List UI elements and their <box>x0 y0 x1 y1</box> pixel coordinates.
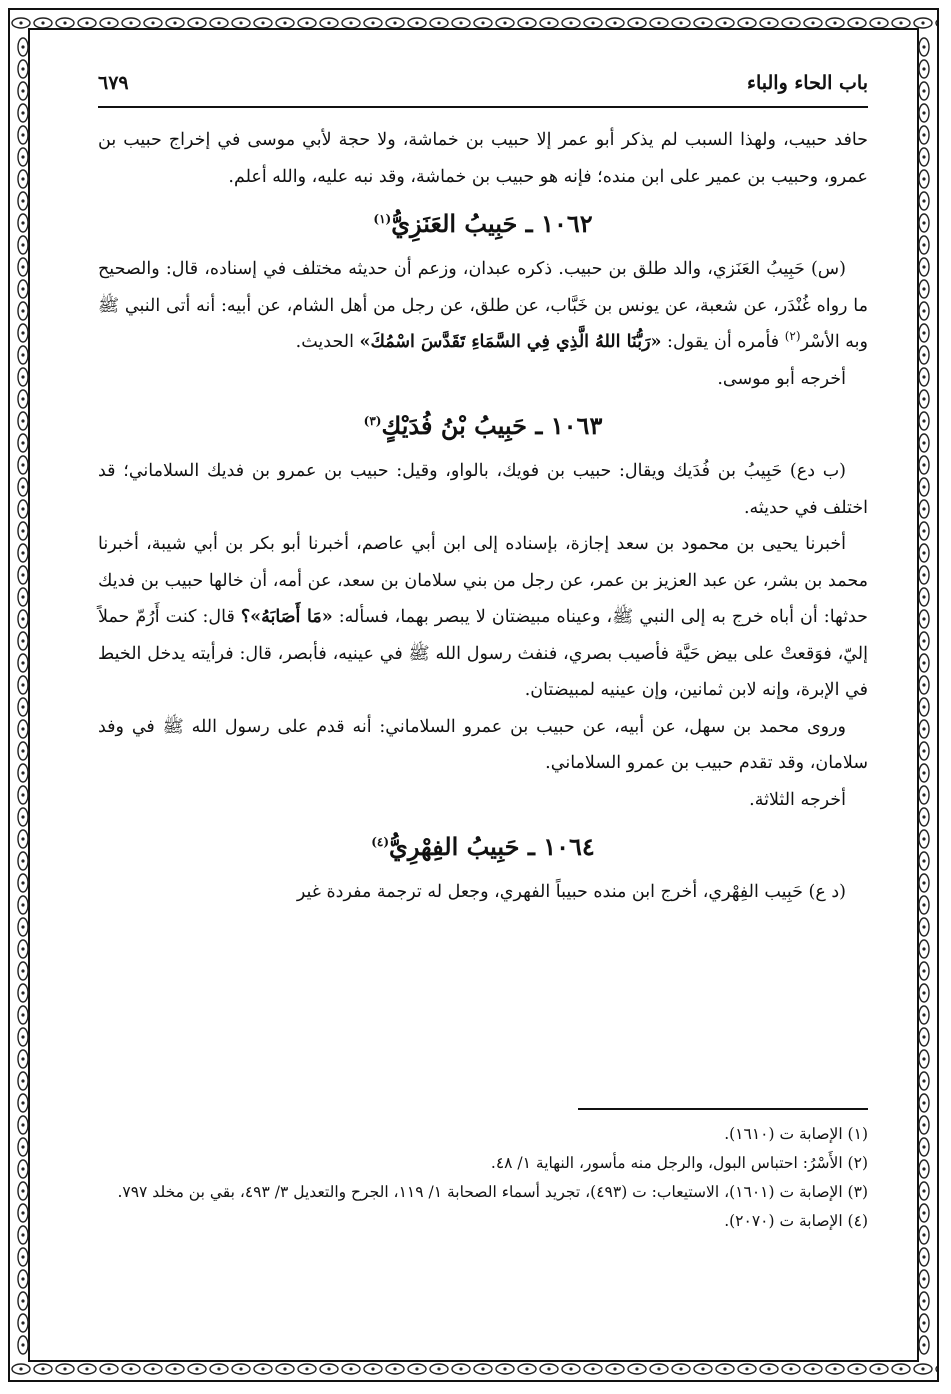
entry-1063-paragraph-1: (ب دع) حَبِيبُ بن فُدَيك ويقال: حبيب بن فويك، بالواو، وقيل: حبيب بن عمرو بن فديك السلاماني؛ قد اختلف في حديثه. <box>98 461 868 518</box>
footnote-ref: (٢) <box>784 329 801 344</box>
entry-number: ١٠٦٢ <box>541 209 593 238</box>
entry-heading-1062 <box>98 201 868 247</box>
intro-paragraph: حافد حبيب، ولهذا السبب لم يذكر أبو عمر إلا حبيب بن خماشة، ولا حجة لأبي موسى في إخراج حبيب بن عمرو، وحبيب بن عمير على ابن منده؛ فإنه هو حبيب بن خماشة، وقد نبه عليه، والله أعلم. <box>98 130 868 187</box>
hadith-quote: «رَبُّنَا اللهُ الَّذِي فِي السَّمَاءِ تَقَدَّسَ اسْمُكَ» <box>359 332 662 352</box>
footnote-rule <box>578 1108 868 1110</box>
entry-1063-paragraph-3: وروى محمد بن سهل، عن أبيه، عن حبيب بن عمرو السلاماني: أنه قدم على رسول الله ﷺ في وفد سلامان، وقد تقدم حبيب بن عمرو السلاماني. <box>98 716 868 773</box>
footnote-list <box>98 1120 868 1236</box>
footnote-item: (٢) الأَسْرُ: احتباس البول، والرجل منه مأسور، النهاية ١/ ٤٨. <box>490 1154 868 1172</box>
ornament-band-top <box>10 10 937 36</box>
page-number: ٦٧٩ <box>98 72 129 94</box>
entry-1062-text: (س) حَبِيبُ العَنَزي، والد طلق بن حبيب. ذكره عبدان، وزعم أن حديثه مختلف في إسناده، قال: والصحيح ما رواه غُنْدَر، عن شعبة، عن يونس بن خَبَّاب، عن طلق، عن رجل من أهل الشام، عن أبيه: أنه أتى النبي ﷺ وبه الأسْر <box>98 259 868 352</box>
entry-1062-text-c: الحديث. <box>295 332 354 352</box>
footnote-item: (٣) الإصابة ت (١٦٠١)، الاستيعاب: ت (٤٩٣)، تجريد أسماء الصحابة ١/ ١١٩، الجرح والتعديل ٣/ ٤٩٣، بقي بن مخلد ٧٩٧. <box>117 1183 868 1201</box>
running-header <box>98 72 868 102</box>
header-rule <box>98 106 868 108</box>
entry-1063-text-b: قال: كنت أَرُمّ حملاً إليّ، فوَقعتْ على بيض حَيَّة فأصيب بصري، فنفث رسول الله ﷺ في عينيه، فأبصر، قال: فرأيته يدخل الخيط في الإبرة، وإنه لابن ثمانين، وإن عينيه لمبيضتان. <box>98 607 868 700</box>
entry-1063-text-a: أخبرنا يحيى بن محمود بن سعد إجازة، بإسناده إلى ابن أبي عاصم، أخبرنا أبو بكر بن أبي شيبة، أخبرنا محمد بن بشر، عن عبد العزيز بن عمر، عن رجل من بني سلامان بن سعد، عن أمه، أن خالها حبيب بن فديك حدثها: أن أباه خرج به إلى النبي ﷺ، وعيناه مبيضتان لا يبصر بهما، فسأله: <box>98 534 868 627</box>
footnote-item: (١) الإصابة ت (١٦١٠). <box>724 1125 868 1143</box>
ornament-band-left <box>10 36 36 1356</box>
entry-separator: ـ <box>535 411 543 440</box>
footnote-ref: (٣) <box>363 414 382 428</box>
entry-heading-1064 <box>98 824 868 870</box>
entry-name: حَبِيبُ بْنُ فُدَيْكٍ <box>381 411 528 440</box>
entry-1062-attribution: أخرجه أبو موسى. <box>717 368 846 389</box>
main-text <box>98 122 868 911</box>
ornament-band-right <box>911 36 937 1356</box>
running-title: باب الحاء والباء <box>747 72 868 94</box>
footnote-ref: (٤) <box>371 835 390 849</box>
entry-1062-text-b: فأمره أن يقول: <box>667 332 780 352</box>
entry-name: حَبِيبُ الفِهْرِيُّ <box>389 832 520 861</box>
hadith-quote: «مَا أَصَابَهُ»؟ <box>240 607 333 627</box>
entry-1064-paragraph: (د ع) حَبِيب الفِهْري، أخرج ابن منده حبيباً الفهري، وجعل له ترجمة مفردة غير <box>296 882 846 902</box>
footnote-ref: (١) <box>373 212 392 226</box>
entry-number: ١٠٦٣ <box>550 411 603 440</box>
entry-heading-1063 <box>98 403 868 449</box>
ornament-band-bottom <box>10 1356 937 1382</box>
entry-separator: ـ <box>527 832 535 861</box>
entry-1063-attribution: أخرجه الثلاثة. <box>749 789 846 810</box>
entry-number: ١٠٦٤ <box>543 832 595 861</box>
footnotes-section <box>98 1108 868 1236</box>
footnote-item: (٤) الإصابة ت (٢٠٧٠). <box>724 1212 868 1230</box>
page-content <box>98 66 868 1346</box>
entry-1063-paragraph-2 <box>98 526 868 709</box>
entry-1062-paragraph <box>98 251 868 361</box>
entry-separator: ـ <box>525 209 533 238</box>
entry-name: حَبِيبُ العَنَزِيُّ <box>391 209 518 238</box>
